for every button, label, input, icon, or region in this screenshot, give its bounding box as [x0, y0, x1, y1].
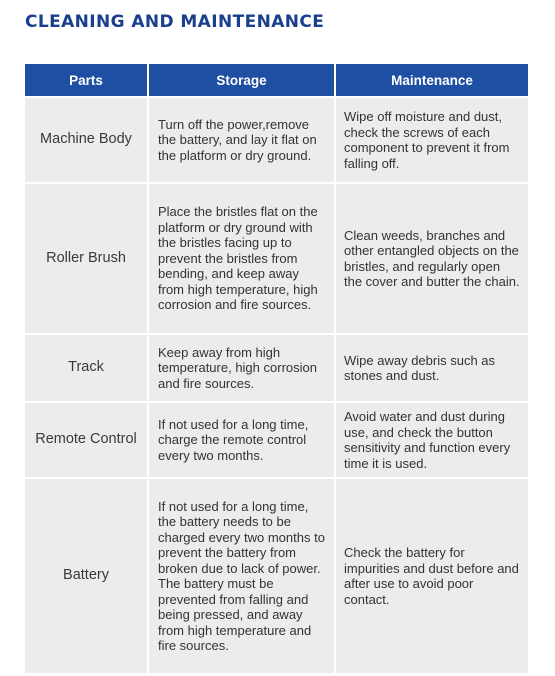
part-name: Roller Brush — [25, 184, 149, 335]
table-row — [25, 479, 528, 675]
storage-cell: Keep away from high temperature, high corrosion and fire sources. — [149, 335, 336, 403]
maintenance-cell: Clean weeds, branches and other entangled objects on the bristles, and regularly open the cover and butter the chain. — [336, 184, 528, 335]
maintenance-cell: Wipe off moisture and dust, check the screws of each component to prevent it from falling off. — [336, 98, 528, 184]
part-name: Battery — [25, 479, 149, 675]
table-row — [25, 335, 528, 403]
table-row — [25, 403, 528, 479]
part-name: Remote Control — [25, 403, 149, 479]
table-row — [25, 98, 528, 184]
storage-cell: If not used for a long time, the battery needs to be charged every two months to prevent the battery from broken due to lack of power. The battery must be prevented from falling and being pressed, and away from high temperature and fire sources. — [149, 479, 336, 675]
header-storage: Storage — [149, 64, 336, 98]
part-name: Machine Body — [25, 98, 149, 184]
part-name: Track — [25, 335, 149, 403]
table-header-row — [25, 64, 528, 98]
storage-cell: If not used for a long time, charge the remote control every two months. — [149, 403, 336, 479]
storage-cell: Turn off the power,remove the battery, and lay it flat on the platform or dry ground. — [149, 98, 336, 184]
maintenance-cell: Avoid water and dust during use, and check the button sensitivity and function every time it is used. — [336, 403, 528, 479]
storage-cell: Place the bristles flat on the platform or dry ground with the bristles facing up to prevent the bristles from bending, and keep away from high temperature, high corrosion and fire sources. — [149, 184, 336, 335]
table-row — [25, 184, 528, 335]
page-title: CLEANING AND MAINTENANCE — [25, 12, 325, 32]
maintenance-cell: Wipe away debris such as stones and dust. — [336, 335, 528, 403]
maintenance-cell: Check the battery for impurities and dust before and after use to avoid poor contact. — [336, 479, 528, 675]
header-parts: Parts — [25, 64, 149, 98]
header-maintenance: Maintenance — [336, 64, 528, 98]
maintenance-table — [25, 64, 528, 675]
